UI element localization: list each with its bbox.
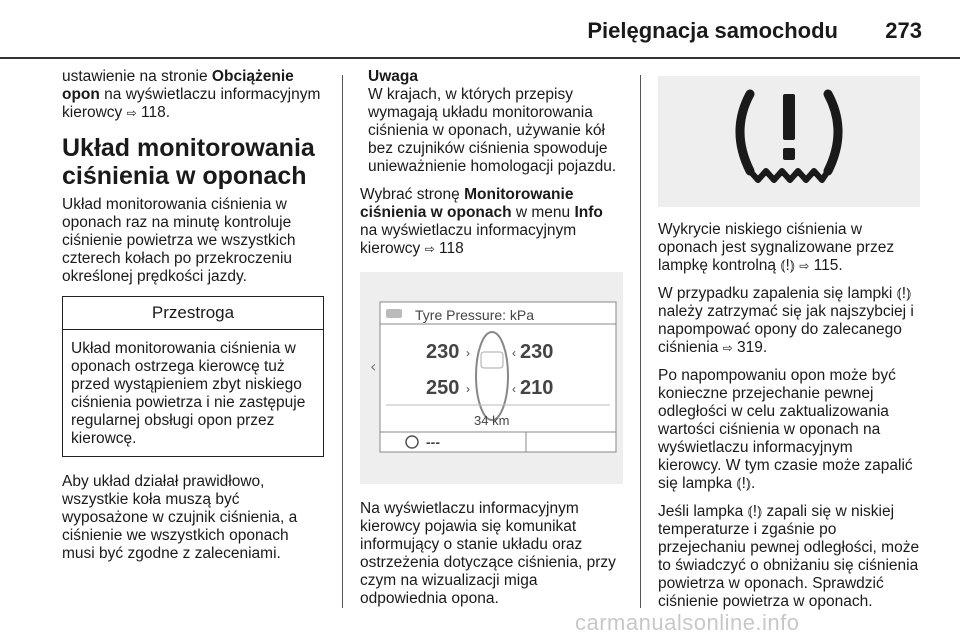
note-text: W krajach, w których przepisy wymagają układu monitorowania ciśnienia w oponach, używanie kół bez czujników ciśnienia spowoduje unieważnienie homologacji pojazdu.: [368, 86, 617, 175]
svg-text:210: 210: [520, 377, 554, 399]
column-middle: [360, 68, 623, 618]
header-rule: [0, 57, 960, 59]
column-divider: [640, 75, 641, 608]
header-title: Pielęgnacja samochodu: [587, 18, 838, 43]
watermark: carmanualsonline.info: [575, 610, 800, 635]
caution-text: Układ monitorowania ciśnienia w oponach ostrzega kierowcę tuż przed wystąpieniem zbyt niskiego ciśnienia powietrza i nie zastępuje regularnej obsługi opon przez kierowcę.: [71, 340, 306, 447]
body-paragraph: Układ monitorowania ciśnienia w oponach raz na minutę kontroluje ciśnienie powietrza we wszystkich czterech kołach po przekroczeniu określonej prędkości jazdy.: [62, 196, 296, 285]
intro-paragraph: ustawienie na stronie Obciążenie opon na wyświetlaczu informacyjnym kierowcy ⇨ 118.: [62, 68, 321, 121]
arrow-icon: ⇨: [424, 242, 435, 256]
body-paragraph: Na wyświetlaczu informacyjnym kierowcy pojawia się komunikat informujący o stanie układu oraz ostrzeżenia dotyczące ciśnienia, przy czym na wizualizacji miga odpowiednia opona.: [360, 500, 616, 607]
tpms-warning-icon: [658, 76, 920, 207]
body-paragraph: Wykrycie niskiego ciśnienia w oponach jest sygnalizowane przez lampkę kontrolną ⦅!⦆ ⇨ 115.: [658, 221, 895, 274]
instruction-paragraph: Wybrać stronę Monitorowanie ciśnienia w oponach w menu Info na wyświetlaczu informacyjnym kierowcy ⇨ 118: [360, 186, 603, 257]
body-paragraph: Po napompowaniu opon może być konieczne przejechanie pewnej odległości w celu zaktualizowania wartości ciśnienia w oponach na wyświetlaczu informacyjnym kierowcy. W tym czasie może zapalić się lampka ⦅!⦆.: [658, 367, 913, 492]
display-illustration: [360, 272, 623, 484]
body-paragraph: Aby układ działał prawidłowo, wszystkie koła muszą być wyposażone w czujnik ciśnienia, a ciśnienie we wszystkich oponach musi być zgodne z zaleceniami.: [62, 473, 298, 562]
svg-text:›: ›: [466, 382, 470, 396]
arrow-icon: ⇨: [722, 341, 733, 355]
column-right: [658, 68, 920, 621]
tpms-lamp-icon: ⦅!⦆: [780, 257, 795, 274]
caution-box: [62, 296, 324, 457]
tpms-lamp-icon: ⦅!⦆: [736, 475, 752, 492]
arrow-icon: ⇨: [799, 259, 810, 273]
body-paragraph: W przypadku zapalenia się lampki ⦅!⦆ należy zatrzymać się jak najszybciej i napompować opony do zalecanego ciśnienia ⇨ 319.: [658, 285, 914, 356]
arrow-icon: ⇨: [126, 106, 137, 120]
svg-text:›: ›: [466, 346, 470, 360]
tpms-lamp-icon: ⦅!⦆: [747, 503, 763, 520]
section-heading: Układ monitorowania ciśnienia w oponach: [62, 134, 315, 190]
tpms-warning-illustration: [658, 76, 920, 207]
page-link: Obciążenie opon: [62, 68, 294, 103]
svg-text:34 km: 34 km: [474, 413, 510, 428]
column-divider: [342, 75, 343, 608]
car-icon: [386, 309, 402, 318]
svg-text:---: ---: [426, 434, 440, 450]
column-left: [62, 68, 324, 573]
svg-text:230: 230: [426, 341, 460, 363]
body-paragraph: Jeśli lampka ⦅!⦆ zapali się w niskiej temperaturze i zgaśnie po przejechaniu pewnej odległości, może to świadczyć o obniżaniu się ciśnienia powietrza w oponach. Sprawdzić ciśnienie powietrza w oponach.: [658, 503, 920, 610]
caution-title: Przestroga: [63, 297, 323, 330]
note-title: Uwaga: [368, 68, 418, 85]
svg-text:‹: ‹: [512, 382, 516, 396]
svg-text:Tyre Pressure: kPa: Tyre Pressure: kPa: [415, 307, 535, 323]
tpms-lamp-icon: ⦅!⦆: [896, 285, 912, 302]
tyre-pressure-display: [360, 272, 623, 484]
svg-text:250: 250: [426, 377, 460, 399]
note-box: [360, 68, 623, 176]
page-number: 273: [885, 18, 922, 43]
svg-text:230: 230: [520, 341, 554, 363]
svg-text:‹: ‹: [370, 357, 377, 376]
svg-text:‹: ‹: [512, 346, 516, 360]
